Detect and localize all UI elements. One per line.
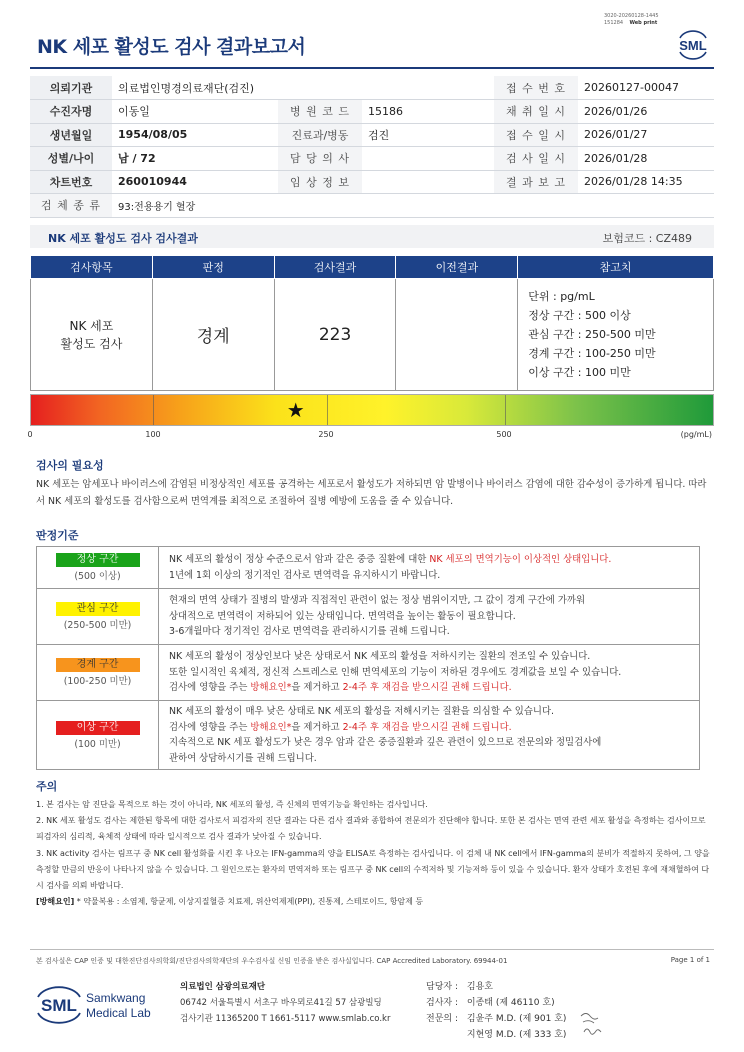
chart-no-label: 차트번호	[30, 170, 112, 194]
staff-name: 김용호	[466, 982, 493, 992]
abnormal-range: (100 미만)	[74, 738, 121, 750]
result-header-row	[31, 256, 714, 279]
previous-value	[396, 279, 518, 391]
interest-desc-1: 현재의 면역 상태가 질병의 발생과 직접적인 관련이 없는 정상 범위이지만, 그 값이 경계 구간에 가까워	[169, 595, 586, 607]
org-contact: 검사기관 11365200 T 1661-5117 www.smlab.co.kr	[180, 1014, 391, 1024]
criteria-heading: 판정기준	[36, 529, 79, 542]
abnormal-desc-1: NK 세포의 활성이 매우 낮은 상태로 NK 세포의 활성을 저해시키는 질환을 의심할 수 있습니다.	[169, 706, 555, 717]
necessity-text: NK 세포는 암세포나 바이러스에 감염된 비정상적인 세포를 공격하는 세포로서 활성도가 저하되면 암 발병이나 바이러스 감염에 대한 감수성이 증가하게 됩니다. 따라서 NK 세포의 활성도를 검사함으로써 면역계를 최적으로 조절하여 질병 예방에 도움을 줄 수 있습니다.	[36, 479, 707, 507]
receipt-date-label: 접 수 일 시	[494, 123, 578, 147]
footer-rule	[30, 949, 714, 950]
hospital-code-label: 병 원 코 드	[278, 100, 362, 124]
normal-desc-1a: NK 세포의 활성이 정상 수준으로서 암과 같은 중증 질환에 대한	[169, 554, 430, 565]
border-desc-3b: 방해요인*	[250, 682, 292, 694]
border-desc-1: NK 세포의 활성이 정상인보다 낮은 상태로서 NK 세포의 활성을 저하시키는 질환의 전조일 수 있습니다.	[169, 651, 591, 663]
result-table	[30, 255, 714, 391]
abnormal-desc-2a: 검사에 영향을 주는	[169, 721, 251, 733]
dept-value: 검진	[362, 123, 494, 147]
normal-desc-2: 1년에 1회 이상의 정기적인 검사로 면역력을 유지하시기 바랍니다.	[169, 569, 441, 581]
criteria-row-interest	[37, 589, 700, 645]
gauge-divider	[505, 395, 506, 425]
interest-range: (250-500 미만)	[63, 620, 132, 631]
doctor-value	[362, 147, 494, 171]
staff-role: 검사자 :	[426, 998, 458, 1008]
note-2: 2. NK 세포 활성도 검사는 제한된 항목에 대한 검사로서 피검자의 진단 결과는 다른 검사 결과와 종합하여 전문의가 진단해야 합니다. 또한 본 검사는 면역 관련 세포 활성을 측정하는 검사이므로 피검자의 심리적, 육체적 상태에 따라 일시적으로 검사 결과가 낮아질 수 있습니다.	[36, 816, 706, 842]
sml-logo	[672, 24, 714, 64]
info-row	[30, 194, 714, 218]
criteria-desc-cell	[159, 701, 700, 770]
report-date-label: 결 과 보 고	[494, 170, 578, 194]
dept-label: 진료과/병동	[278, 123, 362, 147]
clinical-value	[362, 170, 494, 194]
print-id: 151284	[604, 20, 624, 26]
title-rule	[30, 67, 714, 69]
criteria-row-border	[37, 645, 700, 701]
receipt-no-value: 20260127-00047	[578, 76, 714, 100]
org-info	[180, 979, 390, 1027]
abnormal-desc-2c: 을 제거하고	[291, 721, 343, 733]
header-previous: 이전결과	[396, 256, 518, 279]
reference-normal: 정상 구간 : 500 이상	[528, 309, 631, 322]
test-item-line2: 활성도 검사	[60, 336, 123, 351]
result-value: 223	[274, 279, 396, 391]
info-row	[30, 123, 714, 147]
note-4	[36, 894, 710, 910]
collect-date-value: 2026/01/26	[578, 100, 714, 124]
result-section-header	[30, 225, 714, 248]
note-1: 1. 본 검사는 암 진단을 목적으로 하는 것이 아니라, NK 세포의 활성, 즉 신체의 면역기능을 확인하는 검사입니다.	[36, 800, 428, 809]
criteria-desc-cell	[159, 645, 700, 701]
test-date-label: 검 사 일 시	[494, 147, 578, 171]
receipt-no-label: 접 수 번 호	[494, 76, 578, 100]
test-item-line1: NK 세포	[69, 318, 114, 333]
print-code: 3020-20260128-1445	[604, 13, 659, 19]
chart-no-value: 260010944	[112, 170, 278, 194]
birth-value: 1954/08/05	[112, 123, 278, 147]
notes-heading: 주의	[36, 780, 58, 793]
header-test-item: 검사항목	[31, 256, 153, 279]
org-address: 06742 서울특별시 서초구 바우뫼로41길 57 삼광빌딩	[180, 998, 382, 1008]
gauge-tick-500: 500	[496, 430, 512, 439]
judgement-value: 경계	[152, 279, 274, 391]
border-badge: 경계 구간	[56, 658, 140, 672]
page-title: NK 세포 활성도 검사 결과보고서	[37, 36, 306, 58]
patient-name-label: 수진자명	[30, 100, 112, 124]
border-desc-3a: 검사에 영향을 주는	[169, 682, 251, 694]
normal-badge: 정상 구간	[56, 553, 140, 567]
criteria-row-normal	[37, 547, 700, 589]
staff-line	[426, 979, 566, 995]
normal-desc-1b: NK 세포의 면역기능이 이상적인 상태입니다.	[429, 554, 612, 565]
criteria-grade-cell	[37, 589, 159, 645]
header-reference: 참고치	[518, 256, 714, 279]
info-row	[30, 147, 714, 171]
abnormal-desc-2b: 방해요인*	[250, 721, 292, 733]
criteria-desc-cell	[159, 589, 700, 645]
criteria-row-abnormal	[37, 701, 700, 770]
sml-logo-text: SML	[679, 38, 707, 53]
gauge-divider	[327, 395, 328, 425]
report-date-value: 2026/01/28 14:35	[578, 170, 714, 194]
abnormal-desc-2d: 2-4주 후 재검을 받으시길 권해 드립니다.	[342, 721, 512, 733]
gauge-tick-250: 250	[318, 430, 334, 439]
staff-name: 지현영 M.D. (제 333 호)	[466, 1030, 567, 1040]
samkwang-logo-line1: Samkwang	[86, 991, 146, 1005]
result-marker-star-icon: ★	[286, 398, 305, 422]
reference-abnormal: 이상 구간 : 100 미만	[528, 366, 631, 379]
criteria-grade-cell	[37, 701, 159, 770]
interest-desc-2: 상대적으로 면역력이 저하되어 있는 상태입니다. 면역력을 높이는 활동이 필요합니다.	[169, 610, 516, 622]
gauge-divider	[153, 395, 154, 425]
patient-info-table	[30, 76, 714, 218]
section-title: NK 세포 활성도 검사 검사결과	[48, 232, 198, 245]
abnormal-badge: 이상 구간	[56, 721, 140, 735]
interest-desc-3: 3-6개월마다 정기적인 검사로 면역력을 관리하시기를 권해 드립니다.	[169, 626, 450, 638]
abnormal-desc-3: 지속적으로 NK 세포 활성도가 낮은 경우 암과 같은 중증질환과 깊은 관련이 있으므로 전문의와 정밀검사에	[169, 737, 602, 748]
test-date-value: 2026/01/28	[578, 147, 714, 171]
staff-line	[426, 1011, 566, 1027]
reference-cell	[518, 279, 714, 391]
request-org-label: 의뢰기관	[30, 76, 112, 100]
staff-role: 전문의 :	[426, 1014, 458, 1024]
org-name: 의료법인 삼광의료재단	[180, 982, 266, 992]
gauge-tick-0: 0	[27, 430, 33, 439]
staff-line	[426, 1027, 566, 1043]
print-meta	[604, 13, 659, 27]
border-desc-3d: 2-4주 후 재검을 받으시길 권해 드립니다.	[342, 682, 512, 694]
gauge-tick-100: 100	[145, 430, 161, 439]
criteria-desc-cell	[159, 547, 700, 589]
header-judgement: 판정	[152, 256, 274, 279]
reference-unit: 단위 : pg/mL	[528, 290, 595, 303]
reference-border: 경계 구간 : 100-250 미만	[528, 347, 656, 360]
necessity-heading: 검사의 필요성	[36, 459, 104, 472]
info-row	[30, 170, 714, 194]
sex-age-label: 성별/나이	[30, 147, 112, 171]
result-gauge-bar	[30, 394, 714, 426]
doctor-label: 담 당 의 사	[278, 147, 362, 171]
gauge-unit: (pg/mL)	[680, 430, 712, 439]
staff-role: 담당자 :	[426, 982, 458, 992]
interest-badge: 관심 구간	[56, 602, 140, 616]
staff-info	[426, 979, 566, 1043]
criteria-table	[36, 546, 700, 770]
border-desc-2: 또한 일시적인 육체적, 정신적 스트레스로 인해 면역세포의 기능이 저하된 경우에도 경계값을 보일 수 있습니다.	[169, 666, 622, 678]
test-item-cell	[31, 279, 153, 391]
samkwang-logo	[36, 980, 166, 1028]
border-range: (100-250 미만)	[63, 676, 132, 687]
clinical-label: 임 상 정 보	[278, 170, 362, 194]
patient-name-value: 이동일	[112, 100, 278, 124]
criteria-grade-cell	[37, 547, 159, 589]
hospital-code-value: 15186	[362, 100, 494, 124]
note-4-text: * 약물복용 : 소염제, 항균제, 이상지질혈증 치료제, 위산억제제(PPI), 진통제, 스테로이드, 항암제 등	[74, 897, 424, 907]
print-mode: Web print	[629, 20, 658, 26]
specimen-value: 93:전용용기 혈장	[112, 194, 714, 218]
normal-range: (500 이상)	[74, 571, 121, 582]
request-org-value: 의료법인명경의료재단(검진)	[112, 76, 494, 100]
staff-name: 김윤주 M.D. (제 901 호)	[466, 1014, 567, 1024]
collect-date-label: 채 취 일 시	[494, 100, 578, 124]
criteria-grade-cell	[37, 645, 159, 701]
staff-line	[426, 995, 566, 1011]
result-row	[31, 279, 714, 391]
header-result: 검사결과	[274, 256, 396, 279]
info-row	[30, 100, 714, 124]
notes-list	[36, 797, 710, 910]
info-row	[30, 76, 714, 100]
note-4-label: [방해요인]	[36, 897, 75, 907]
staff-name: 이종태 (제 46110 호)	[466, 998, 555, 1008]
insurance-code: 보험코드 : CZ489	[602, 232, 692, 245]
samkwang-logo-line2: Medical Lab	[86, 1006, 151, 1020]
specimen-label: 검 체 종 류	[30, 194, 112, 218]
samkwang-logo-sml: SML	[41, 996, 77, 1015]
page-number: Page 1 of 1	[670, 956, 710, 964]
footer-cert-text: 본 검사실은 CAP 인증 및 대한진단검사의학회/진단검사의학재단의 우수검사실 신임 인증을 받은 검사실입니다. CAP Accredited Laboratory. 69944-01	[36, 957, 508, 965]
note-3: 3. NK activity 검사는 림프구 중 NK cell 활성화를 시킨 후 나오는 IFN-gamma의 양을 ELISA로 측정하는 검사입니다. 이 검체 내 NK cell에서 IFN-gamma의 분비가 적절하지 못하여, 그 양을 측정할 만큼의 반응이 나타나지 않을 수 있습니다. 그 원인으로는 환자의 면역저하 또는 림프구 중 NK cell의 수적저하 및 기능저하 등이 있을 수 있습니다. 환자 상태가 호전된 후에 재채혈하여 다시 검사를 의뢰 바랍니다.	[36, 848, 710, 891]
abnormal-desc-4: 관하여 상담하시기를 권해 드립니다.	[169, 752, 317, 764]
signature-image	[578, 1008, 608, 1042]
birth-label: 생년월일	[30, 123, 112, 147]
sex-age-value: 남 / 72	[112, 147, 278, 171]
receipt-date-value: 2026/01/27	[578, 123, 714, 147]
reference-interest: 관심 구간 : 250-500 미만	[528, 328, 656, 341]
border-desc-3c: 을 제거하고	[291, 682, 343, 694]
